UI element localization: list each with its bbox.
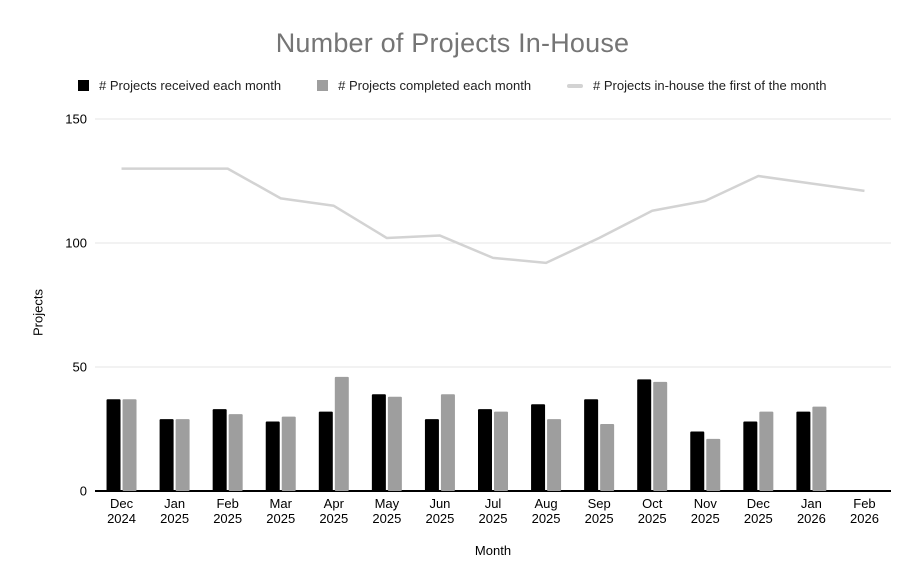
x-tick-label-2: Feb 2025 [213, 496, 243, 526]
x-tick-label-1: Jan 2025 [160, 496, 190, 526]
bar-completed-Apr-2025 [335, 377, 349, 491]
inhouse-line [122, 169, 865, 263]
x-tick-label-6: Jun 2025 [425, 496, 455, 526]
bar-received-Mar-2025 [266, 422, 280, 491]
bar-completed-Feb-2025 [229, 414, 243, 491]
bar-completed-Dec-2025 [759, 412, 773, 491]
y-tick-label-100: 100 [65, 235, 87, 251]
y-tick-label-0: 0 [79, 483, 87, 499]
bar-completed-Oct-2025 [653, 382, 667, 491]
bar-received-Apr-2025 [319, 412, 333, 491]
x-tick-label-5: May 2025 [372, 496, 402, 526]
x-tick-label-7: Jul 2025 [478, 496, 508, 526]
bar-received-Dec-2024 [107, 399, 121, 491]
bar-received-Dec-2025 [743, 422, 757, 491]
x-tick-label-10: Oct 2025 [637, 496, 667, 526]
x-tick-label-8: Aug 2025 [531, 496, 561, 526]
bar-completed-Jan-2026 [812, 407, 826, 491]
x-tick-label-11: Nov 2025 [690, 496, 720, 526]
bar-completed-Sep-2025 [600, 424, 614, 491]
y-axis-title: Projects [30, 289, 46, 336]
x-tick-label-12: Dec 2025 [743, 496, 773, 526]
bar-received-Jan-2026 [796, 412, 810, 491]
bar-received-May-2025 [372, 394, 386, 491]
bar-received-Feb-2025 [213, 409, 227, 491]
bar-received-Jan-2025 [160, 419, 174, 491]
x-tick-label-9: Sep 2025 [584, 496, 614, 526]
y-tick-label-50: 50 [72, 359, 87, 375]
chart-title: Number of Projects In-House [275, 28, 630, 58]
bar-completed-Jul-2025 [494, 412, 508, 491]
x-tick-label-3: Mar 2025 [266, 496, 296, 526]
bar-received-Sep-2025 [584, 399, 598, 491]
legend-label-completed: # Projects completed each month [338, 78, 532, 93]
bar-received-Jul-2025 [478, 409, 492, 491]
legend-label-received: # Projects received each month [99, 78, 282, 93]
bar-completed-Jun-2025 [441, 394, 455, 491]
bar-completed-Mar-2025 [282, 417, 296, 491]
bar-completed-Aug-2025 [547, 419, 561, 491]
bar-received-Jun-2025 [425, 419, 439, 491]
x-tick-label-14: Feb 2026 [850, 496, 879, 526]
bar-received-Nov-2025 [690, 431, 704, 491]
bar-received-Aug-2025 [531, 404, 545, 491]
bar-received-Oct-2025 [637, 379, 651, 491]
y-tick-label-150: 150 [65, 111, 87, 127]
x-tick-label-0: Dec 2024 [107, 496, 136, 526]
bar-completed-Nov-2025 [706, 439, 720, 491]
legend-label-inhouse: # Projects in-house the first of the month [593, 78, 827, 93]
x-axis-title: Month [474, 543, 512, 558]
bar-completed-Jan-2025 [176, 419, 190, 491]
x-tick-label-4: Apr 2025 [319, 496, 349, 526]
bar-completed-Dec-2024 [123, 399, 137, 491]
x-tick-label-13: Jan 2026 [796, 496, 826, 526]
bar-completed-May-2025 [388, 397, 402, 491]
